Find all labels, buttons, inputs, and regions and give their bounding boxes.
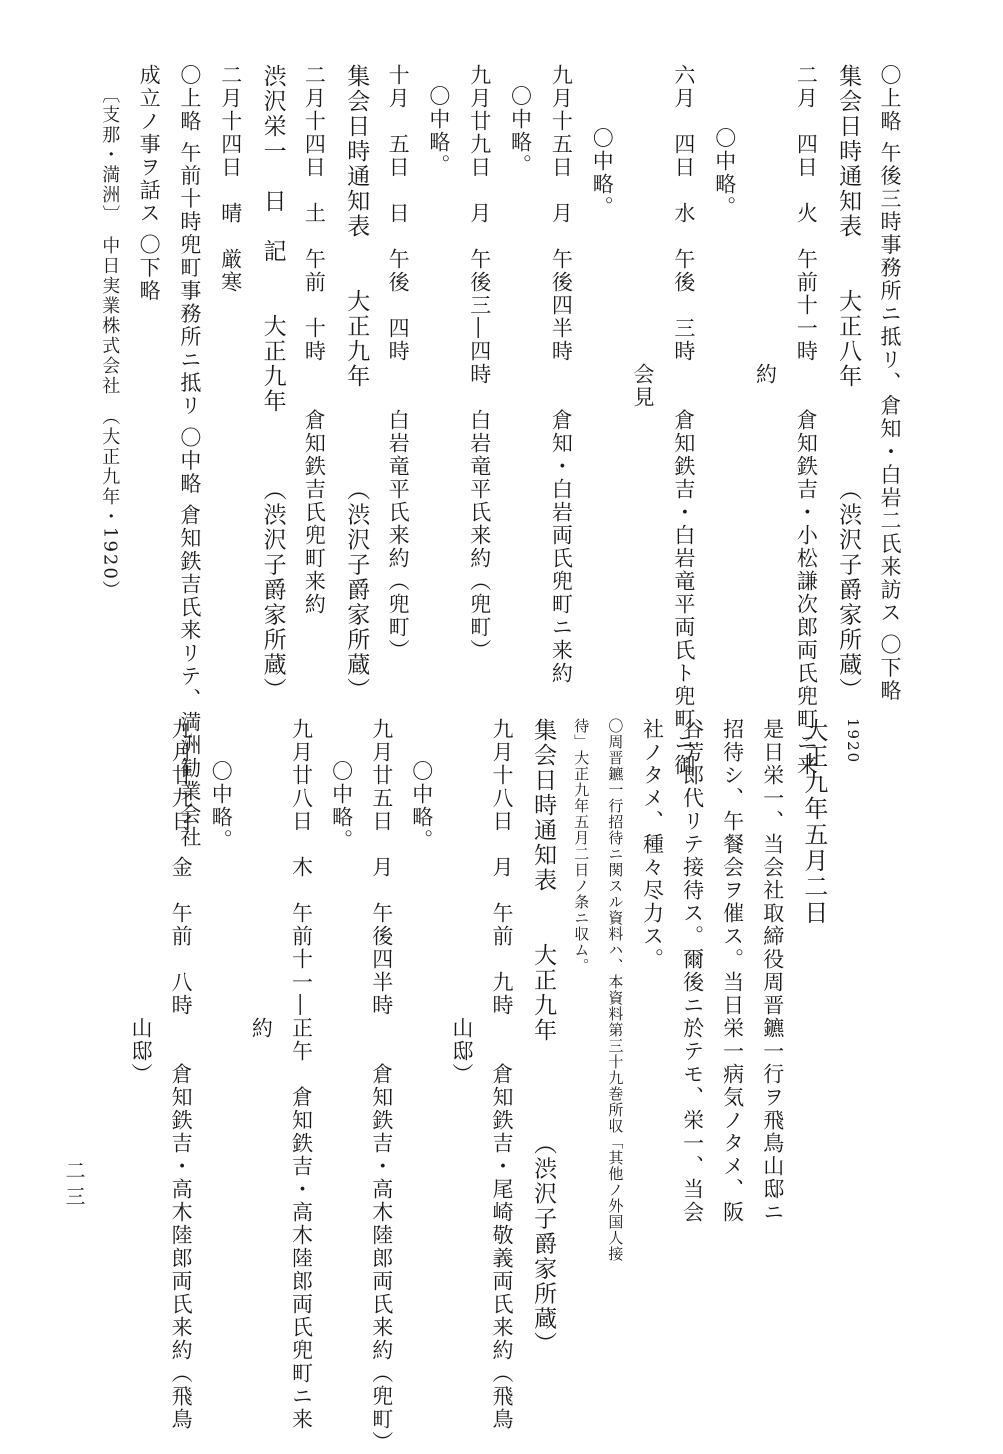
text-column: 〔支那・満洲〕 中日実業株式会社 （大正九年・1920） [99, 85, 121, 601]
text-column: 六月 四日 水 午後 三時 倉知鉄吉・白岩竜平両氏ト兜町ニ御 [671, 64, 696, 777]
text-column: 〇周晋鑣一行招待ニ関スル資料ハ、本資料第三十九巻所収「其他ノ外国人接 [606, 718, 625, 1262]
text-column: 集会日時通知表 大正九年 （渋沢子爵家所蔵） [530, 718, 557, 1357]
text-column: 九月廿八日 木 午前十一―正午 倉知鉄吉・高木陸郎両氏兜町ニ来 [289, 718, 314, 1431]
text-column: 〇上略 午前十時兜町事務所ニ抵リ 〇中略 倉知鉄吉氏来リテ、満洲勧業会社 [177, 64, 202, 850]
text-column: 会見 [631, 64, 656, 409]
text-column: 〇中略。 [712, 127, 737, 219]
text-column: 待」大正九年五月二日ノ条ニ収ム。 [572, 718, 591, 974]
text-column: 九月廿九日 金 午前 八時 倉知鉄吉・高木陸郎両氏来約（飛鳥 [169, 718, 194, 1431]
text-column: 九月廿五日 月 午後四半時 倉知鉄吉・高木陸郎両氏来約（兜町） [369, 718, 394, 1454]
text-column: 約 [753, 64, 778, 386]
text-column: 〇中略。 [508, 85, 533, 177]
text-column: 1920 [844, 718, 862, 765]
text-column: 九月十八日 月 午前 九時 倉知鉄吉・尾崎敬義両氏来約（飛鳥 [490, 718, 515, 1431]
text-column: 渋沢栄一 日 記 大正九年 （渋沢子爵家所蔵） [259, 64, 286, 703]
text-column: 集会日時通知表 大正八年 （渋沢子爵家所蔵） [835, 64, 862, 703]
text-column: 社ノタメ、種々尽力ス。 [640, 718, 665, 971]
text-column: 山邸） [129, 718, 154, 1086]
text-column: 十月 五日 日 午後 四時 白岩竜平氏来約（兜町） [386, 64, 411, 662]
text-column: 〇上略 午後三時事務所ニ抵リ、倉知・白岩二氏来訪ス 〇下略 [878, 64, 902, 703]
text-column: 九月廿九日 月 午後三―四時 白岩竜平氏来約（兜町） [467, 64, 492, 662]
text-column: 〇中略。 [590, 127, 615, 219]
text-column: 成立ノ事ヲ話ス 〇下略 [137, 64, 162, 303]
page-number: 二三 [62, 1160, 86, 1212]
text-column: 谷芳郎代リテ接待ス。爾後ニ於テモ、栄一、当会 [680, 718, 705, 1224]
text-column: 二月十四日 晴 厳寒 [218, 64, 243, 294]
text-column: 二月十四日 土 午前 十時 倉知鉄吉氏兜町来約 [302, 64, 327, 616]
text-column: 〇中略。 [409, 760, 434, 852]
text-column: 九月十五日 月 午後四半時 倉知・白岩両氏兜町ニ来約 [549, 64, 574, 685]
text-column: 二月 四日 火 午前十一時 倉知鉄吉・小松謙次郎両氏兜町ニ来 [794, 64, 819, 777]
text-column: 山邸） [449, 718, 474, 1086]
text-column: 大正九年五月二日 [799, 718, 828, 926]
text-column: 約 [249, 718, 274, 1040]
text-column: 集会日時通知表 大正九年 （渋沢子爵家所蔵） [343, 64, 370, 703]
text-column: 是日栄一、当会社取締役周晋鑣一行ヲ飛鳥山邸ニ [760, 718, 785, 1224]
lower-text-block [129, 718, 862, 1454]
text-column: 〇中略。 [209, 760, 234, 852]
text-column: 〇中略。 [426, 85, 451, 177]
text-column: 〇中略。 [329, 760, 354, 852]
text-column: 招待シ、午餐会ヲ催ス。当日栄一病気ノタメ、阪 [720, 718, 745, 1224]
